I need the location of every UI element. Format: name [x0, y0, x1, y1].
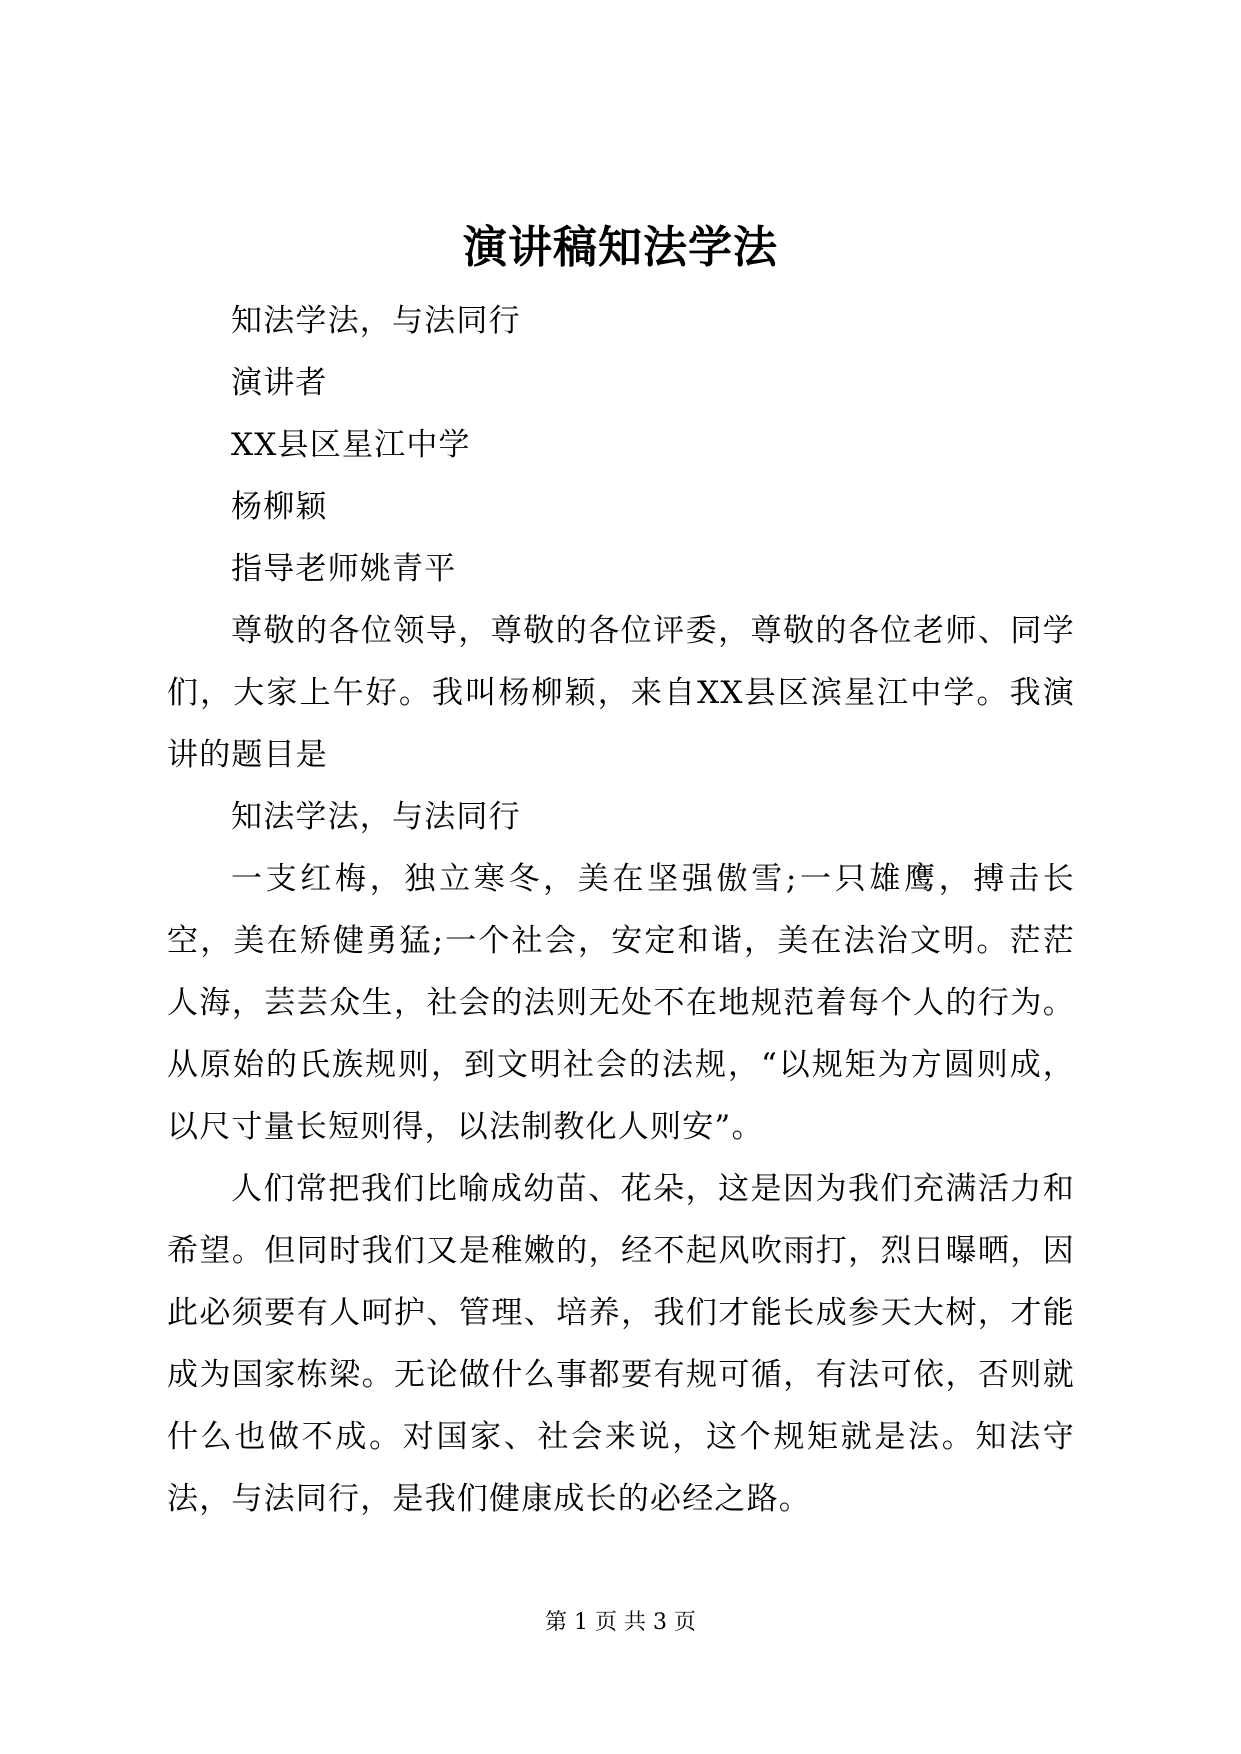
- page-number-footer: 第 1 页 共 3 页: [545, 1610, 696, 1635]
- greeting-paragraph: 尊敬的各位领导，尊敬的各位评委，尊敬的各位老师、同学们，大家上午好。我叫杨柳颖，来自XX县区滨星江中学。我演讲的题目是: [167, 613, 1075, 773]
- speaker-label-paragraph: 演讲者: [231, 365, 328, 401]
- topic-paragraph: 知法学法，与法同行: [231, 799, 521, 835]
- school-paragraph: XX县区星江中学: [231, 427, 471, 463]
- body-paragraph: 一支红梅，独立寒冬，美在坚强傲雪;一只雄鹰，搏击长空，美在矫健勇猛;一个社会，安定和谐，美在法治文明。茫茫人海，芸芸众生，社会的法则无处不在地规范着每个人的行为。从原始的氏族规则，到文明社会的法规，“以规矩为方圆则成，以尺寸量长短则得，以法制教化人则安”。: [167, 861, 1075, 1145]
- speaker-name-paragraph: 杨柳颖: [231, 489, 328, 525]
- advisor-paragraph: 指导老师姚青平: [231, 551, 457, 587]
- document-body: [167, 290, 1075, 1530]
- subtitle-paragraph: 知法学法，与法同行: [231, 303, 521, 339]
- document-title: 演讲稿知法学法: [463, 222, 778, 273]
- body-paragraph: 人们常把我们比喻成幼苗、花朵，这是因为我们充满活力和希望。但同时我们又是稚嫩的，经不起风吹雨打，烈日曝晒，因此必须要有人呵护、管理、培养，我们才能长成参天大树，才能成为国家栋梁。无论做什么事都要有规可循，有法可依，否则就什么也做不成。对国家、社会来说，这个规矩就是法。知法守法，与法同行，是我们健康成长的必经之路。: [167, 1171, 1075, 1517]
